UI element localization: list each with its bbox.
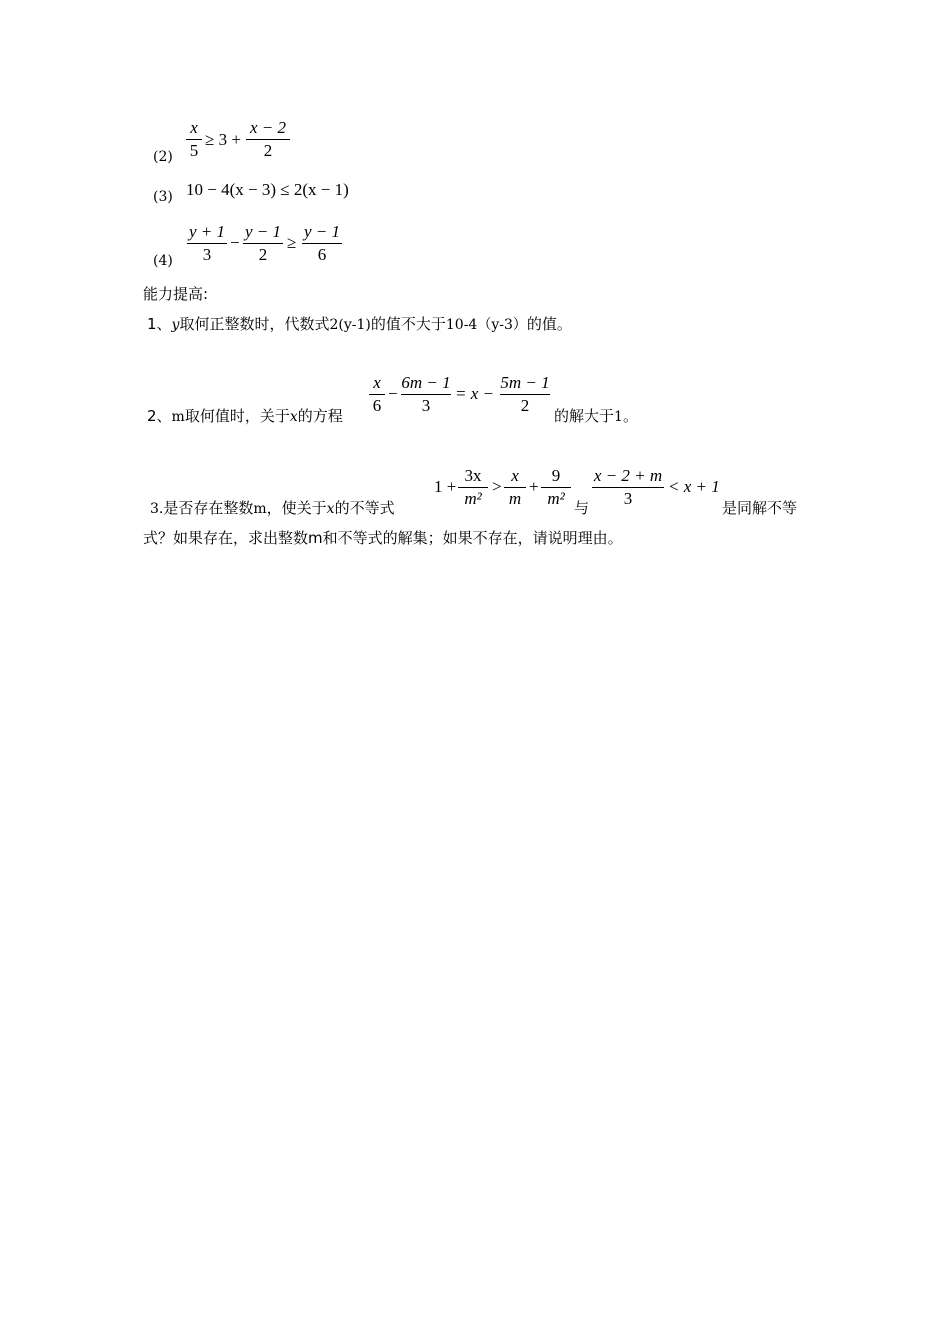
question-2-text-3: 的解大于 <box>554 407 615 425</box>
fraction-bar <box>186 139 202 140</box>
question-3-plus: + <box>529 477 539 496</box>
question-3-fraction-2 <box>504 466 526 509</box>
question-2-equals: = x − <box>455 384 494 403</box>
question-3-fraction-1 <box>458 466 488 509</box>
fraction-numerator: 6m − 1 <box>401 373 451 392</box>
question-2-number: 1 <box>614 409 623 425</box>
problem-2-label: (2) <box>153 149 173 165</box>
question-2-var-x: x <box>289 409 298 425</box>
question-3-var-m: m <box>253 501 267 517</box>
question-2-text-1: 取何值时，关于 <box>184 407 290 425</box>
question-2-text <box>147 405 343 426</box>
question-1-prefix: 1、 <box>147 315 172 333</box>
question-3-text-4: 是同解不等 <box>722 499 798 517</box>
question-1-text-3: 的值。 <box>526 315 572 333</box>
question-3-text <box>150 497 395 518</box>
problem-4-geq: ≥ <box>287 233 297 252</box>
problem-4-label: (4) <box>153 253 173 269</box>
question-1-text-1: 取何正整数时，代数式 <box>179 315 330 333</box>
question-2-prefix: 2、 <box>147 407 172 425</box>
fraction-numerator: x <box>190 118 198 137</box>
fraction-bar <box>504 487 526 488</box>
fraction-bar <box>458 487 488 488</box>
fraction-numerator: 5m − 1 <box>500 373 550 392</box>
question-3-line-2: 式？如果存在，求出整数m和不等式的解集；如果不存在，请说明理由。 <box>143 529 623 547</box>
fraction-denominator: 5 <box>189 141 199 160</box>
fraction-numerator: y − 1 <box>303 222 341 241</box>
fraction-denominator: 3 <box>623 489 633 508</box>
question-3-var-x: x <box>326 501 335 517</box>
problem-4-fraction-1 <box>187 222 227 265</box>
fraction-bar <box>243 243 283 244</box>
question-2-fraction-1 <box>369 373 385 416</box>
question-3-fraction-3 <box>541 466 571 509</box>
problem-2-operator: ≥ 3 + <box>205 130 241 149</box>
fraction-numerator: x − 2 + m <box>593 466 663 485</box>
question-2-fraction-2 <box>401 373 451 416</box>
question-1-text-2: 的值不大于 <box>370 315 446 333</box>
question-3-gt: > <box>492 477 502 496</box>
question-3-lead: 1 + <box>434 477 457 496</box>
fraction-bar <box>401 394 451 395</box>
question-3-conjunction: 与 <box>574 499 590 517</box>
fraction-bar <box>187 243 227 244</box>
fraction-numerator: y + 1 <box>188 222 226 241</box>
question-2-fraction-3 <box>500 373 550 416</box>
fraction-bar <box>500 394 550 395</box>
question-3-fraction-4 <box>592 466 664 509</box>
fraction-denominator: 2 <box>520 396 530 415</box>
fraction-bar <box>592 487 664 488</box>
fraction-denominator: 6 <box>372 396 382 415</box>
fraction-bar <box>369 394 385 395</box>
question-2-text-2: 的方程 <box>297 407 343 425</box>
problem-4-minus: − <box>230 233 240 252</box>
problem-4-fraction-2 <box>243 222 283 265</box>
question-3-text-1: 是否存在整数 <box>163 499 254 517</box>
problem-3-expression: 10 − 4(x − 3) ≤ 2(x − 1) <box>186 180 349 199</box>
fraction-denominator: m² <box>547 489 565 508</box>
fraction-denominator: 2 <box>263 141 273 160</box>
fraction-numerator: x <box>373 373 381 392</box>
fraction-bar <box>246 139 290 140</box>
question-1-expr-1: 2(y-1) <box>329 317 371 333</box>
fraction-denominator: 2 <box>258 245 268 264</box>
fraction-numerator: y − 1 <box>244 222 282 241</box>
question-1-var: y <box>171 317 180 333</box>
question-3-prefix: 3. <box>150 501 164 517</box>
fraction-numerator: 3x <box>464 466 482 485</box>
fraction-denominator: 6 <box>317 245 327 264</box>
section-title: 能力提高: <box>143 285 209 303</box>
question-1-expr-2: 10-4（y-3） <box>445 317 527 333</box>
question-3-text-2: ，使关于 <box>266 499 327 517</box>
fraction-numerator: x <box>511 466 519 485</box>
question-1 <box>147 313 572 334</box>
fraction-denominator: m² <box>464 489 482 508</box>
question-2-period: 。 <box>622 407 638 425</box>
fraction-denominator: 3 <box>202 245 212 264</box>
question-3-text-3: 的不等式 <box>334 499 395 517</box>
question-3-tail: < x + 1 <box>668 477 720 496</box>
question-2-minus: − <box>388 384 398 403</box>
fraction-bar <box>302 243 342 244</box>
fraction-bar <box>541 487 571 488</box>
fraction-numerator: x − 2 <box>249 118 287 137</box>
question-2-tail <box>554 405 638 426</box>
problem-2-fraction-1 <box>186 118 202 161</box>
problem-2-fraction-2 <box>246 118 290 161</box>
problem-4-fraction-3 <box>302 222 342 265</box>
problem-3-label: (3) <box>153 189 173 205</box>
fraction-denominator: 3 <box>421 396 431 415</box>
fraction-numerator: 9 <box>551 466 561 485</box>
fraction-denominator: m <box>508 489 522 508</box>
question-2-var-m: m <box>171 409 185 425</box>
